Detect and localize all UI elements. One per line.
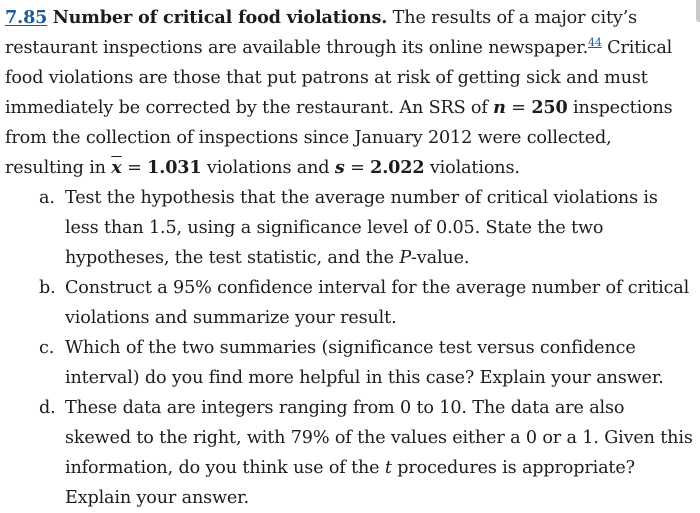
equals-sign: = <box>121 158 148 178</box>
sample-size-value: 250 <box>531 97 568 118</box>
part-c <box>5 333 695 393</box>
sample-size-symbol: n <box>493 97 506 118</box>
part-text: Test the hypothesis that the average number of critical violations is less than 1.5, using a significance level of 0.05. State the two hypotheses, the test statistic, and the <box>65 188 658 268</box>
part-a <box>5 183 695 273</box>
equals-sign: = <box>505 98 532 118</box>
std-dev-symbol: s <box>334 157 345 178</box>
problem-statement <box>5 3 695 183</box>
p-value-symbol: P <box>399 248 412 268</box>
part-letter: d. <box>39 398 56 418</box>
problem-text: Critical food violations are those that put patrons at risk of getting sick and must immediately be corrected by the restaurant. An SRS of <box>5 38 673 118</box>
std-dev-value: 2.022 <box>370 157 425 178</box>
footnote-link[interactable]: 44 <box>588 36 602 49</box>
problem-text: violations and <box>201 158 335 178</box>
part-b <box>5 273 695 333</box>
part-text: procedures is appropriate? Explain your answer. <box>65 458 635 508</box>
problem-number-link[interactable]: 7.85 <box>5 7 48 28</box>
sample-mean-symbol: $\overline{x}$ <box>111 157 122 178</box>
part-text: Construct a 95% confidence interval for the average number of critical violations and summarize your result. <box>65 278 690 328</box>
part-letter: c. <box>39 338 55 358</box>
page-edge-divider <box>696 0 700 22</box>
problem-text: The results of a major city’s restaurant inspections are available through its online newspaper. <box>5 8 638 58</box>
part-text: These data are integers ranging from 0 to 10. The data are also skewed to the right, with 79% of the values either a 0 or a 1. Given this information, do you think use of the <box>65 398 693 478</box>
part-d <box>5 393 695 513</box>
exercise-parts-list <box>5 183 695 513</box>
problem-text: violations. <box>424 158 520 178</box>
part-text: -value. <box>411 248 470 268</box>
t-symbol: t <box>384 458 392 478</box>
part-letter: b. <box>39 278 56 298</box>
part-letter: a. <box>39 188 55 208</box>
part-text: Which of the two summaries (significance test versus confidence interval) do you find more helpful in this case? Explain your answer. <box>65 338 664 388</box>
exercise-page <box>5 3 695 513</box>
problem-text: inspections from the collection of inspections since January 2012 were collected, resulting in <box>5 98 673 178</box>
problem-title: Number of critical food violations. <box>52 7 388 28</box>
sample-mean-value: 1.031 <box>147 157 202 178</box>
equals-sign: = <box>344 158 371 178</box>
